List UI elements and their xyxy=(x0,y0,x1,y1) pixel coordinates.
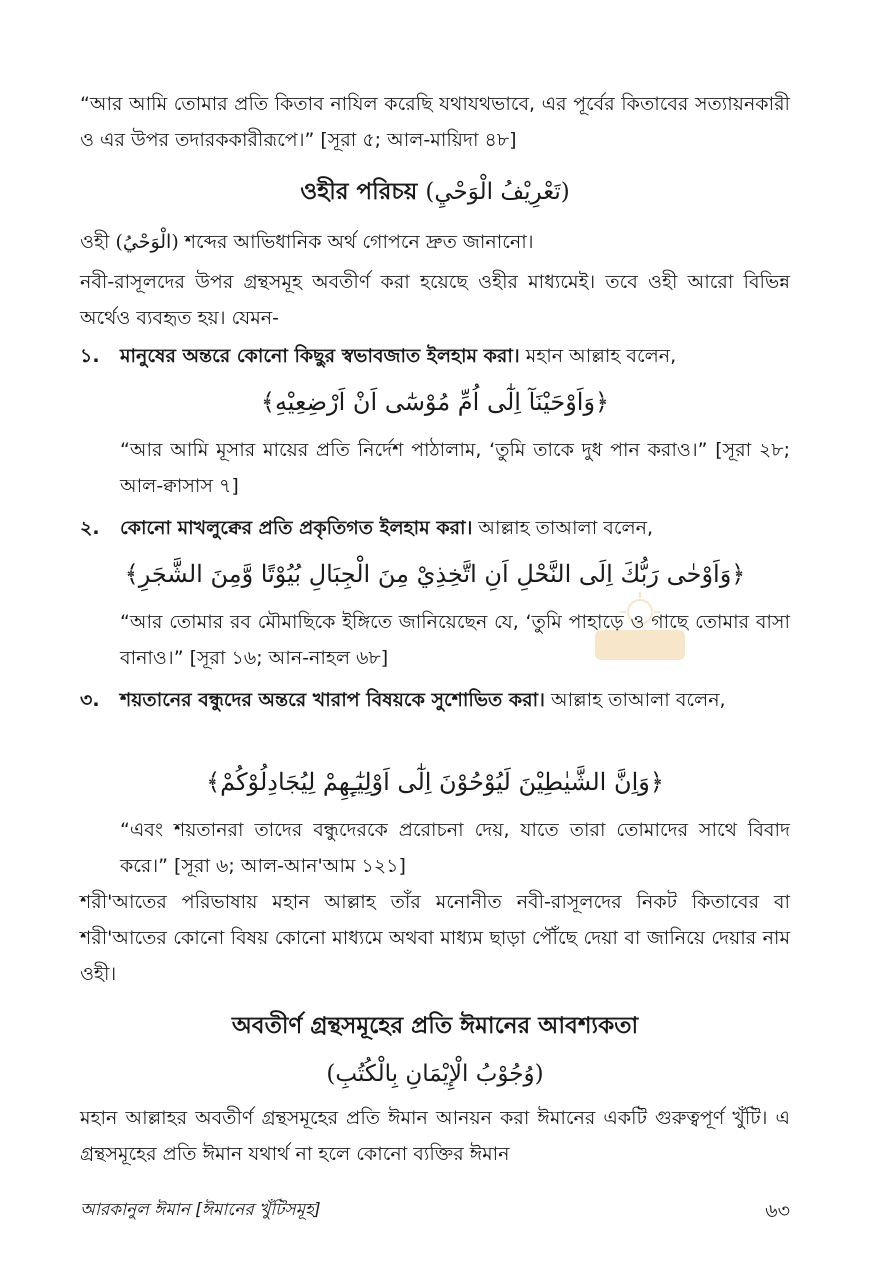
ayah-translation: “এবং শয়তানরা তাদের বন্ধুদেরকে প্ররোচনা দেয়, যাতে তারা তোমাদের সাথে বিবাদ করে।” [সূরা ৬; আল-আন'আম ১২১] xyxy=(120,819,790,877)
def-arabic: (الْوَحْيُ) xyxy=(115,231,179,253)
necessity-paragraph: মহান আল্লাহর অবতীর্ণ গ্রন্থসমূহের প্রতি ঈমান আনয়ন করা ঈমানের একটি গুরুত্বপূর্ণ খুঁটি। এ গ্রন্থসমূহের প্রতি ঈমান যথার্থ না হলে কোনো ব্যক্তির ঈমান xyxy=(80,1107,790,1165)
item-title: মানুষের অন্তরে কোনো কিছুর স্বভাবজাত ইলহাম করা। xyxy=(120,345,520,367)
heading-bengali: ওহীর পরিচয় xyxy=(300,179,418,205)
item-title: শয়তানের বন্ধুদের অন্তরে খারাপ বিষয়কে সুশোভিত করা। xyxy=(120,689,545,711)
item-number: ৩. xyxy=(80,689,100,711)
item-rest: আল্লাহ তাআলা বলেন, xyxy=(478,517,654,539)
lexical-definition xyxy=(80,224,790,260)
list-item xyxy=(80,338,790,374)
section-heading-necessity: অবতীর্ণ গ্রন্থসমূহের প্রতি ঈমানের আবশ্যকতা xyxy=(231,1013,639,1039)
ayah-arabic: ﴿وَاِنَّ الشَّيٰطِيْنَ لَيُوْحُوْنَ اِلٰٓى اَوْلِيٰٓـِٕهِمْ لِيُجَادِلُوْكُمْ﴾ xyxy=(206,768,664,796)
item-rest: মহান আল্লাহ বলেন, xyxy=(525,345,677,367)
list-item xyxy=(80,510,790,546)
def-meaning: শব্দের আভিধানিক অর্থ গোপনে দ্রুত জানানো। xyxy=(184,231,534,253)
ayah-translation: “আর আমি মূসার মায়ের প্রতি নির্দেশ পাঠালাম, ‘তুমি তাকে দুধ পান করাও।” [সূরা ২৮; আল-ক্বাসাস ৭] xyxy=(120,439,790,497)
heading-arabic: (تَعْرِيْفُ الْوَحْيِ) xyxy=(425,179,570,205)
item-text xyxy=(120,338,790,374)
ayah-arabic: ﴿وَاَوْحٰى رَبُّكَ اِلَى النَّحْلِ اَنِ اتَّخِذِيْ مِنَ الْجِبَالِ بُيُوْتًا وَّمِنَ الشَّجَرِ﴾ xyxy=(124,560,746,588)
item-title: কোনো মাখলুক্বের প্রতি প্রকৃতিগত ইলহাম করা। xyxy=(120,517,473,539)
sharia-definition: শরী'আতের পরিভাষায় মহান আল্লাহ তাঁর মনোনীত নবী-রাসূলদের নিকট কিতাবের বা শরী'আতের কোনো বিষয় কোনো মাধ্যমে অথবা মাধ্যম ছাড়া পৌঁছে দেয়া বা জানিয়ে দেয়ার নাম ওহী। xyxy=(80,891,790,985)
footer-book-title: আরকানুল ঈমান [ঈমানের খুঁটিসমূহ] xyxy=(80,1200,321,1220)
intro-paragraph: নবী-রাসূলদের উপর গ্রন্থসমূহ অবতীর্ণ করা হয়েছে ওহীর মাধ্যমেই। তবে ওহী আরো বিভিন্ন অর্থেও ব্যবহৃত হয়। যেমন- xyxy=(80,271,790,329)
page-number: ৬৩ xyxy=(765,1200,790,1222)
item-rest: আল্লাহ তাআলা বলেন, xyxy=(550,689,726,711)
list-item xyxy=(80,682,790,718)
page-footer xyxy=(80,1197,790,1227)
item-text xyxy=(120,682,790,718)
ayah-translation: “আর তোমার রব মৌমাছিকে ইঙ্গিতে জানিয়েছেন যে, ‘তুমি পাহাড়ে ও গাছে তোমার বাসা বানাও।” [সূরা ১৬; আন-নাহল ৬৮] xyxy=(120,611,790,669)
section-heading-wahi-definition xyxy=(80,172,790,212)
def-term: ওহী xyxy=(80,231,110,253)
ayah-arabic: ﴿وَاَوْحَيْنَآ اِلٰٓى اُمِّ مُوْسٰٓى اَنْ اَرْضِعِيْهِ﴾ xyxy=(260,388,610,416)
item-number: ২. xyxy=(80,517,100,539)
item-text xyxy=(120,510,790,546)
item-number: ১. xyxy=(80,345,100,367)
publisher-watermark-icon xyxy=(585,590,695,670)
heading-arabic: (وُجُوْبُ الْإِيْمَانِ بِالْكُتُبِ) xyxy=(326,1061,544,1087)
intro-quote: “আর আমি তোমার প্রতি কিতাব নাযিল করেছি যথাযথভাবে, এর পূর্বের কিতাবের সত্যায়নকারী ও এর উপর তদারককারীরূপে।” [সূরা ৫; আল-মায়িদা ৪৮] xyxy=(80,93,790,151)
